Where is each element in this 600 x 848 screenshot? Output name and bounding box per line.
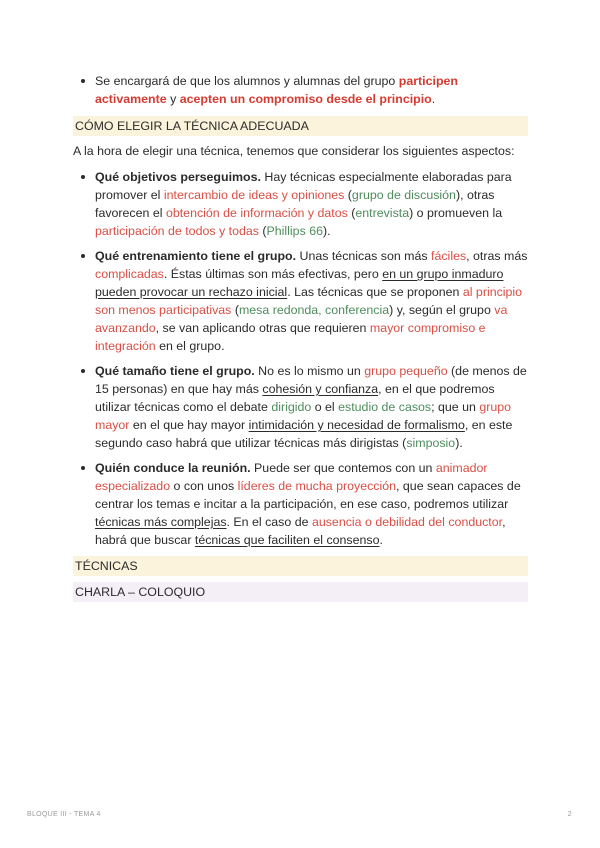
aspect-leader bbox=[95, 459, 528, 549]
highlight: mayor compromiso e integración bbox=[95, 321, 486, 353]
text: , habrá que buscar bbox=[95, 515, 506, 547]
underlined-text: en un grupo inmaduro pueden provocar un rechazo inicial bbox=[95, 267, 504, 299]
technique-name: entrevista bbox=[355, 206, 410, 220]
technique-name: estudio de casos bbox=[338, 400, 432, 414]
text: ( bbox=[347, 206, 356, 220]
text: en el grupo. bbox=[155, 339, 225, 353]
highlight: ausencia o debilidad del conductor bbox=[311, 515, 503, 529]
text: Se encargará de que los alumnos y alumnas del grupo bbox=[95, 74, 399, 88]
intro-paragraph: A la hora de elegir una técnica, tenemos que considerar los siguientes aspectos: bbox=[73, 144, 515, 158]
text: . Éstas últimas son más efectivas, pero bbox=[163, 267, 383, 281]
text: . bbox=[431, 92, 436, 106]
aspect-title: Qué objetivos perseguimos. bbox=[95, 170, 261, 184]
technique-name: mesa redonda, conferencia bbox=[238, 303, 390, 317]
text: ). bbox=[323, 224, 331, 238]
aspect-size bbox=[95, 362, 528, 452]
highlight: acepten un compromiso desde el principio bbox=[179, 92, 432, 106]
highlight: va avanzando bbox=[95, 303, 508, 335]
text: No es lo mismo un bbox=[254, 364, 365, 378]
text: , en este segundo caso habrá que utilizar técnicas más dirigistas ( bbox=[95, 418, 513, 450]
text: ) y, según el grupo bbox=[389, 303, 495, 317]
technique-name: dirigido bbox=[271, 400, 312, 414]
footer-label: BLOQUE III - TEMA 4 bbox=[27, 811, 101, 818]
technique-name: Phillips 66 bbox=[266, 224, 323, 238]
text: . En el caso de bbox=[226, 515, 312, 529]
highlight: intercambio de ideas y opiniones bbox=[163, 188, 345, 202]
intro-bullet bbox=[95, 72, 528, 108]
text: ( bbox=[258, 224, 267, 238]
highlight: fáciles bbox=[431, 249, 467, 263]
text: o el bbox=[311, 400, 339, 414]
aspect-title: Qué tamaño tiene el grupo. bbox=[95, 364, 255, 378]
text: Puede ser que contemos con un bbox=[250, 461, 436, 475]
text: ) o promueven la bbox=[409, 206, 503, 220]
highlight: grupo mayor bbox=[95, 400, 512, 432]
text: Unas técnicas son más bbox=[296, 249, 432, 263]
text: . Las técnicas que se proponen bbox=[287, 285, 463, 299]
text: ), otras favorecen el bbox=[95, 188, 495, 220]
highlight: animador especializado bbox=[95, 461, 488, 493]
underlined-text: técnicas que faciliten el consenso bbox=[194, 533, 380, 547]
highlight: participen activamente bbox=[95, 74, 458, 106]
page-content bbox=[73, 72, 528, 608]
highlight: líderes de mucha proyección bbox=[237, 479, 397, 493]
highlight: participación de todos y todas bbox=[95, 224, 259, 238]
highlight: al principio son menos participativas bbox=[95, 285, 523, 317]
technique-name: grupo de discusión bbox=[351, 188, 456, 202]
text: . bbox=[379, 533, 383, 547]
underlined-text: cohesión y confianza bbox=[262, 382, 379, 396]
highlight: obtención de información y datos bbox=[165, 206, 348, 220]
section-heading-techniques: TÉCNICAS bbox=[73, 556, 528, 576]
aspect-title: Qué entrenamiento tiene el grupo. bbox=[95, 249, 297, 263]
text: ( bbox=[231, 303, 239, 317]
text: y bbox=[166, 92, 180, 106]
text: , se van aplicando otras que requieren bbox=[155, 321, 370, 335]
section-heading-charla: CHARLA – COLOQUIO bbox=[73, 582, 528, 602]
highlight: complicadas bbox=[95, 267, 164, 281]
underlined-text: técnicas más complejas bbox=[95, 515, 227, 529]
text: ; que un bbox=[431, 400, 480, 414]
text: , en el que podremos utilizar técnicas como el debate bbox=[95, 382, 495, 414]
text: , que sean capaces de centrar los temas e incitar a la participación, en ese caso, podremos utilizar bbox=[95, 479, 521, 511]
highlight: grupo pequeño bbox=[364, 364, 448, 378]
aspect-training bbox=[95, 247, 528, 355]
text: en el que hay mayor bbox=[129, 418, 249, 432]
technique-name: simposio bbox=[406, 436, 456, 450]
text: ( bbox=[344, 188, 352, 202]
aspects-list bbox=[73, 168, 528, 549]
page-number: 2 bbox=[567, 811, 572, 818]
text: ). bbox=[455, 436, 463, 450]
text: , otras más bbox=[466, 249, 528, 263]
text: (de menos de 15 personas) en que hay más bbox=[95, 364, 527, 396]
aspect-objectives bbox=[95, 168, 528, 240]
text: o con unos bbox=[170, 479, 238, 493]
aspect-title: Quién conduce la reunión. bbox=[95, 461, 251, 475]
text: Hay técnicas especialmente elaboradas para promover el bbox=[95, 170, 512, 202]
intro-list bbox=[73, 72, 528, 108]
underlined-text: intimidación y necesidad de formalismo bbox=[248, 418, 465, 432]
section-heading-choose: CÓMO ELEGIR LA TÉCNICA ADECUADA bbox=[73, 116, 528, 136]
